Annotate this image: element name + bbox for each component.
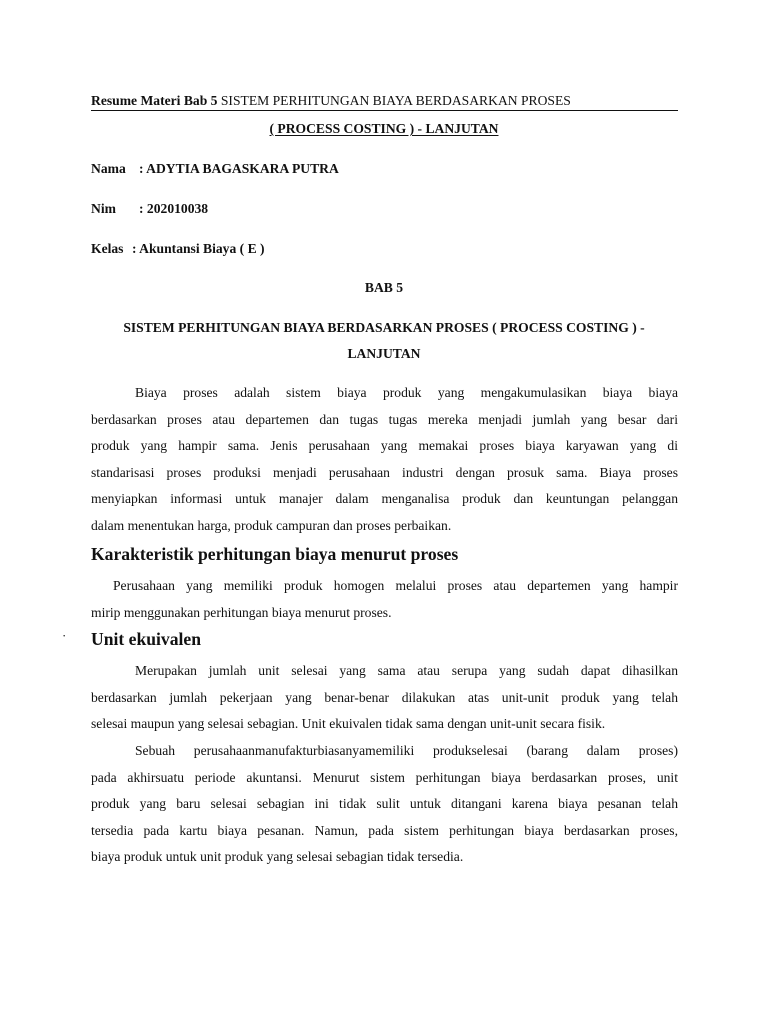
- section2-paragraph1: [91, 658, 678, 738]
- paragraph-line: berdasarkan proses atau departemen dan tugas tugas mereka menjadi jumlah yang besar dari: [91, 411, 678, 427]
- name-label: Nama: [91, 161, 126, 176]
- class-label: Kelas: [91, 241, 124, 256]
- paragraph-line: standarisasi proses produksi menjadi perusahaan industri dengan prosuk sama. Biaya proses: [91, 464, 678, 480]
- name-value: : ADYTIA BAGASKARA PUTRA: [139, 161, 339, 176]
- title-main: SISTEM PERHITUNGAN BIAYA BERDASARKAN PROSES: [220, 93, 571, 108]
- chapter-title-line1: SISTEM PERHITUNGAN BIAYA BERDASARKAN PROSES ( PROCESS COSTING ) -: [123, 320, 645, 335]
- paragraph-line: produk yang baru selesai sebagian ini tidak sulit untuk ditangani karena biaya pesanan telah: [91, 796, 678, 811]
- paragraph-line: Sebuah perusahaanmanufakturbiasanyamemiliki produkselesai (barang dalam proses): [135, 743, 678, 758]
- class-value: : Akuntansi Biaya ( E ): [132, 241, 265, 256]
- paragraph-line: Biaya proses adalah sistem biaya produk yang mengakumulasikan biaya biaya: [135, 385, 678, 400]
- paragraph-line: tersedia pada kartu biaya pesanan. Namun, pada sistem perhitungan biaya berdasarkan proses,: [91, 822, 678, 838]
- paragraph-line: biaya produk untuk unit produk yang selesai sebagian tidak tersedia.: [91, 849, 464, 864]
- paragraph-line: dalam menentukan harga, produk campuran dan proses perbaikan.: [91, 517, 452, 533]
- paragraph-line: mirip menggunakan perhitungan biaya menurut proses.: [91, 604, 392, 620]
- paragraph-line: produk yang hampir sama. Jenis perusahaan yang memakai proses biaya karyawan yang di: [91, 438, 678, 453]
- chapter-number: BAB 5: [364, 280, 404, 295]
- title-line2-text: ( PROCESS COSTING ) - LANJUTAN: [269, 121, 499, 136]
- chapter-title-line2: LANJUTAN: [347, 346, 421, 361]
- bullet-icon: ·: [62, 628, 67, 643]
- title-prefix: Resume Materi Bab 5: [91, 93, 221, 108]
- paragraph-line: Perusahaan yang memiliki produk homogen melalui proses atau departemen yang hampir: [113, 578, 678, 593]
- section1-paragraph: [91, 573, 678, 626]
- nim-value: : 202010038: [139, 201, 209, 216]
- paragraph-line: menyiapkan informasi untuk manajer dalam menganalisa produk dan keuntungan pelanggan: [91, 491, 678, 506]
- paragraph-line: berdasarkan jumlah pekerjaan yang benar-benar dilakukan atas unit-unit produk yang telah: [91, 689, 678, 705]
- intro-paragraph: [91, 380, 678, 539]
- document-title-line2: [0, 121, 768, 137]
- title-underline: [91, 110, 678, 111]
- paragraph-line: selesai maupun yang selesai sebagian. Unit ekuivalen tidak sama dengan unit-unit secara fisik.: [91, 716, 606, 731]
- section2-paragraph2: [91, 738, 678, 871]
- paragraph-line: Merupakan jumlah unit selesai yang sama atau serupa yang sudah dapat dihasilkan: [135, 663, 678, 678]
- section-heading-unit-ekuivalen: Unit ekuivalen: [91, 629, 201, 649]
- nim-label: Nim: [91, 201, 116, 216]
- document-title-line1: [91, 93, 571, 110]
- paragraph-line: pada akhirsuatu periode akuntansi. Menurut sistem perhitungan biaya berdasarkan proses, unit: [91, 769, 678, 785]
- section-heading-karakteristik: Karakteristik perhitungan biaya menurut proses: [91, 544, 459, 564]
